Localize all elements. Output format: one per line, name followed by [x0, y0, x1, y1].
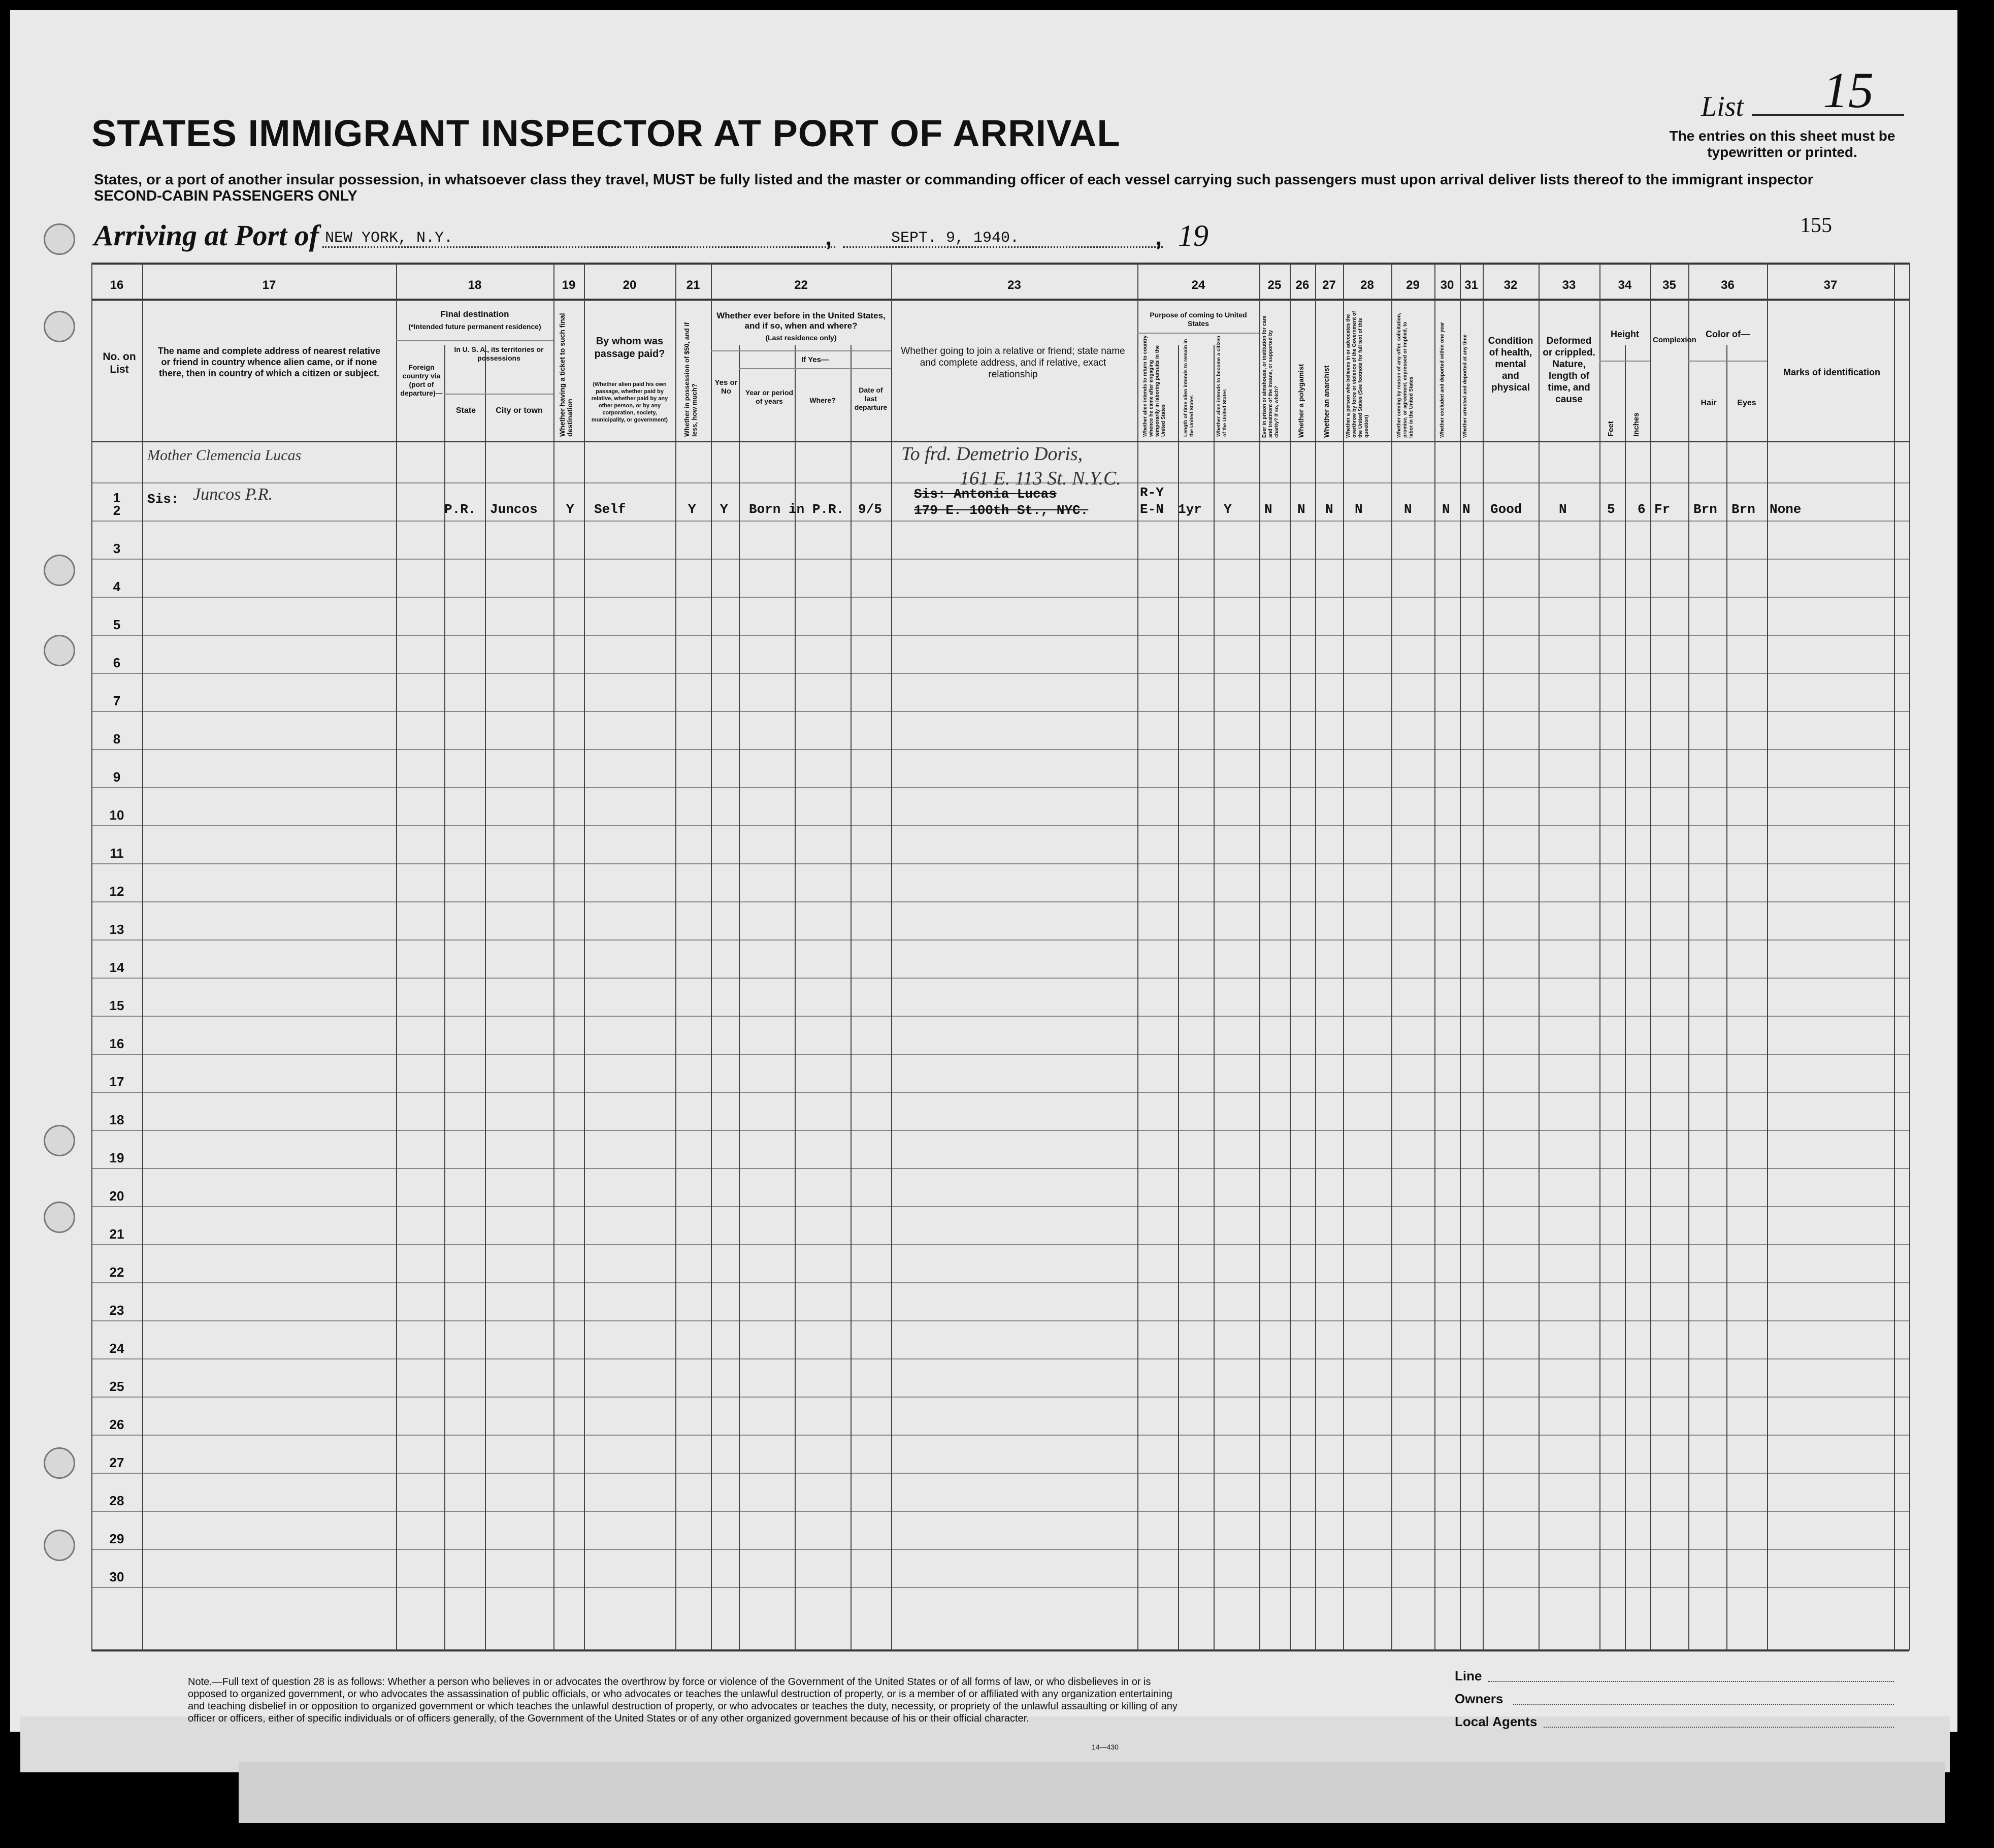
row-number: 27 [109, 1455, 124, 1470]
entry-ticket: Y [566, 502, 574, 517]
column-number: 34 [1618, 278, 1632, 292]
entry-feet: 5 [1607, 502, 1615, 517]
header-prison: Ever in prison or almshouse, or institution for care and treatment of the insane, or supported by charity? If so, which? [1262, 315, 1280, 438]
arrival-date: SEPT. 9, 1940. [891, 230, 1020, 247]
entry-anarchist: N [1325, 502, 1333, 517]
header-city: City or town [496, 406, 543, 415]
row-number: 21 [109, 1226, 124, 1242]
column-number: 30 [1440, 278, 1454, 292]
column-number: 22 [794, 278, 808, 292]
row-number: 30 [109, 1569, 124, 1584]
row-number: 3 [113, 541, 121, 556]
header-eyes: Eyes [1737, 399, 1756, 407]
table-rule [91, 1130, 1909, 1131]
table-rule [91, 1054, 1909, 1055]
column-number: 32 [1503, 278, 1518, 292]
owners-underline [1513, 1704, 1894, 1705]
table-rule [553, 263, 554, 1650]
header-final-destination: Final destination [440, 309, 509, 319]
table-rule [91, 901, 1909, 902]
row-number: 9 [113, 769, 121, 785]
header-purpose-return: Whether alien intends to return to country whence he came after engaging temporarily in laboring pursuits in the United States [1142, 335, 1166, 437]
binder-hole [44, 555, 75, 586]
row-number: 11 [110, 846, 124, 861]
entry-complexion: Fr [1654, 502, 1671, 517]
entries-note: The entries on this sheet must be typewritten or printed. [1669, 128, 1895, 160]
header-height: Height [1611, 329, 1639, 339]
table-rule [1767, 263, 1768, 1650]
row-number: 20 [109, 1188, 124, 1204]
header-polygamist: Whether a polygamist [1297, 364, 1305, 438]
row-number: 26 [109, 1417, 124, 1432]
table-rule [1599, 361, 1650, 362]
entry-polygamist: N [1297, 502, 1305, 517]
table-rule [1259, 263, 1260, 1650]
column-number: 20 [623, 278, 637, 292]
header-final-destination-note: (*Intended future permanent residence) [408, 322, 541, 331]
table-rule [1483, 263, 1484, 1650]
table-rule [91, 1244, 1909, 1245]
header-health: Condition of health, mental and physical [1488, 336, 1533, 393]
table-rule [91, 711, 1909, 712]
agents-underline [1544, 1727, 1894, 1728]
header-in-usa: In U. S. A., its territories or possessions [454, 345, 544, 362]
table-rule [1894, 263, 1895, 1650]
table-rule [1460, 263, 1461, 1650]
table-rule [1688, 263, 1689, 1650]
binder-hole [44, 1125, 75, 1156]
column-number: 27 [1322, 278, 1336, 292]
join-handwritten-line2: 161 E. 113 St. N.Y.C. [960, 468, 1121, 489]
table-rule [91, 787, 1909, 788]
row-number: 29 [109, 1531, 124, 1546]
table-rule [91, 978, 1909, 979]
table-rule [91, 1358, 1909, 1359]
table-rule [91, 1435, 1909, 1436]
column-number: 17 [262, 278, 276, 292]
header-purpose: Purpose of coming to United States [1150, 311, 1247, 328]
table-rule [1391, 263, 1392, 1650]
underlying-sheet-lower [239, 1762, 1945, 1823]
entry-inches: 6 [1638, 502, 1646, 517]
table-rule [91, 1168, 1909, 1169]
join-typed-struck-line1: Sis: Antonia Lucas [914, 487, 1057, 502]
header-marks: Marks of identification [1783, 367, 1881, 377]
binder-hole [44, 1202, 75, 1233]
row-number: 16 [109, 1036, 124, 1051]
column-number: 19 [562, 278, 576, 292]
row-number: 15 [109, 998, 124, 1013]
row-number: 6 [113, 655, 121, 670]
header-deformed: Deformed or crippled. Nature, length of time, and cause [1543, 336, 1595, 405]
entry-hair: Brn [1693, 502, 1717, 517]
column-number: 29 [1406, 278, 1420, 292]
table-rule [485, 345, 486, 1650]
entry-state: P.R. [444, 502, 476, 517]
table-rule [851, 345, 852, 1650]
column-number: 23 [1007, 278, 1021, 292]
row-number: 8 [113, 731, 121, 747]
table-rule [91, 939, 1909, 941]
row-number: 25 [109, 1379, 124, 1394]
table-rule [1650, 263, 1651, 1650]
row-number: 7 [113, 693, 121, 708]
form-number: 14—430 [1092, 1743, 1119, 1751]
header-q28: Whether a person who believes in or advocates the overthrow by force or violence of the Government of the United States (See footnote for full text of this question) [1346, 311, 1369, 438]
header-hair: Hair [1701, 399, 1717, 407]
table-rule [1290, 263, 1291, 1650]
date-underline [843, 246, 1163, 248]
entry-q31: N [1462, 502, 1470, 517]
binder-hole [44, 1447, 75, 1479]
entry-date-last-departure: 9/5 [858, 502, 882, 517]
table-rule [444, 394, 553, 395]
passenger-class: SECOND-CABIN PASSENGERS ONLY [94, 188, 357, 204]
table-rule [1539, 263, 1540, 1650]
column-number: 31 [1464, 278, 1478, 292]
header-citizen: Whether alien intends to become a citizen of the United States [1216, 336, 1228, 437]
header-feet: Feet [1607, 421, 1615, 437]
row-number: 19 [109, 1150, 124, 1165]
header-foreign-country: Foreign country via (port of departure)— [400, 363, 443, 397]
entry-q28: N [1355, 502, 1363, 517]
header-inches: Inches [1632, 412, 1641, 437]
entry-eyes: Brn [1731, 502, 1755, 517]
row-number: 12 [109, 884, 124, 899]
table-rule [584, 263, 585, 1650]
column-number: 16 [110, 278, 124, 292]
entry-prison: N [1264, 502, 1272, 517]
entry-marks: None [1770, 502, 1802, 517]
row-number: 17 [109, 1074, 124, 1089]
entry-passage-paid: Self [594, 502, 626, 517]
header-nearest-relative: The name and complete address of nearest relative or friend in country whence alien came, or if none there, then in country of which a citizen or subject. [157, 346, 381, 378]
entry-possession: Y [688, 502, 696, 517]
table-rule [91, 441, 1909, 442]
port-underline [322, 246, 835, 248]
table-rule [396, 263, 397, 1650]
table-rule [142, 263, 143, 1650]
header-passage-paid: By whom was passage paid? [594, 336, 665, 360]
binder-hole [44, 1530, 75, 1561]
table-rule [91, 1549, 1909, 1550]
line-label: Line [1455, 1668, 1482, 1683]
table-rule [91, 1016, 1909, 1017]
header-ticket: Whether having a ticket to such final destination [558, 313, 574, 437]
arriving-label: Arriving at Port of [94, 219, 319, 252]
header-year-or-period: Year or period of years [745, 388, 794, 405]
table-rule [891, 263, 892, 1650]
row-number: 5 [113, 617, 121, 632]
port-value: NEW YORK, N.Y. [325, 230, 453, 247]
table-rule [1726, 345, 1727, 1650]
column-number: 24 [1191, 278, 1205, 292]
table-rule [396, 340, 553, 341]
header-complexion: Complexion [1653, 336, 1696, 344]
list-label: List [1701, 91, 1744, 122]
row-number: 1 [113, 490, 121, 505]
table-rule [91, 1282, 1909, 1283]
table-rule [1599, 263, 1600, 1650]
table-rule [91, 1473, 1909, 1474]
table-rule [91, 749, 1909, 750]
year-prefix: 19 [1178, 219, 1208, 252]
table-rule [1137, 333, 1259, 334]
table-rule [91, 263, 1909, 265]
relative-handwritten: Mother Clemencia Lucas [147, 447, 302, 464]
table-rule [739, 368, 891, 369]
entry-q30: N [1442, 502, 1450, 517]
table-rule [1214, 345, 1215, 1650]
table-rule [1178, 345, 1179, 1650]
header-join-relative: Whether going to join a relative or friend; state name and complete address, and if relative, exact relationship [901, 346, 1125, 380]
row-number: 13 [109, 922, 124, 937]
table-rule [1909, 263, 1910, 1650]
column-number: 25 [1267, 278, 1282, 292]
header-q30: Whether excluded and deported within one year [1440, 322, 1445, 438]
table-rule [1137, 263, 1138, 1650]
binder-hole [44, 223, 75, 255]
column-number: 33 [1562, 278, 1576, 292]
header-state: State [455, 406, 476, 415]
header-yes-or-no: Yes or No [714, 378, 738, 396]
binder-hole [44, 311, 75, 342]
table-rule [739, 345, 740, 1650]
entry-length-of-stay: 1yr [1178, 502, 1202, 517]
table-rule [91, 521, 1909, 522]
table-rule [91, 673, 1909, 674]
table-rule [91, 1320, 1909, 1321]
entry-where: Born in P.R. [749, 502, 844, 517]
entry-health: Good [1490, 502, 1522, 517]
table-rule [91, 1092, 1909, 1093]
page-title: STATES IMMIGRANT INSPECTOR AT PORT OF ARRIVAL [91, 112, 1121, 154]
table-rule [91, 597, 1909, 598]
table-rule [91, 1206, 1909, 1207]
table-rule [91, 863, 1909, 864]
header-ever-before: Whether ever before in the United States, and if so, when and where? [716, 311, 886, 331]
entry-citizen: Y [1224, 502, 1232, 517]
comma: , [825, 224, 832, 251]
table-rule [711, 263, 712, 1650]
entry-deformed: N [1559, 502, 1567, 517]
row-number: 24 [109, 1341, 124, 1356]
column-number: 36 [1721, 278, 1735, 292]
header-date-last-departure: Date of last departure [854, 386, 888, 411]
header-ever-before-note: (Last residence only) [765, 334, 837, 342]
table-rule [1315, 263, 1316, 1650]
header-possession: Whether in possession of $50, and if less, how much? [683, 322, 698, 437]
relative-typed: Sis: [147, 492, 179, 507]
table-rule [1343, 263, 1344, 1650]
table-rule [1625, 345, 1626, 1650]
header-q31: Whether arrested and deported at any time [1462, 334, 1468, 438]
row-number: 2 [113, 503, 121, 518]
column-number: 35 [1662, 278, 1676, 292]
header-passage-paid-note: (Whether alien paid his own passage, whether paid by relative, whether paid by any other person, or by any corporation, society, municipality, or government) [591, 381, 668, 423]
row-number: 22 [109, 1265, 124, 1280]
header-no-on-list: No. on List [103, 351, 136, 375]
header-q29: Whether coming by reason of any offer, solicitation, promise, or agreement, expressed or implied, to labor in the United States [1396, 312, 1414, 438]
owners-label: Owners [1455, 1691, 1503, 1706]
table-rule [1688, 361, 1767, 362]
header-if-yes: If Yes— [801, 355, 829, 364]
table-rule [91, 263, 92, 1650]
entry-q29: N [1404, 502, 1412, 517]
column-number: 21 [686, 278, 700, 292]
table-rule [91, 299, 1909, 301]
row-number: 4 [113, 579, 121, 594]
column-number: 18 [468, 278, 482, 292]
entry-purpose-return-2: E-N [1140, 502, 1164, 517]
table-rule [711, 350, 891, 351]
header-anarchist: Whether an anarchist [1322, 365, 1330, 438]
table-rule [91, 1397, 1909, 1398]
row-number: 10 [109, 807, 124, 823]
table-rule [91, 1511, 1909, 1512]
table-rule [795, 345, 796, 1650]
table-rule [91, 635, 1909, 636]
list-number: 15 [1823, 62, 1874, 118]
header-color-of: Color of— [1706, 329, 1750, 339]
entry-purpose-return-1: R-Y [1140, 485, 1164, 500]
entry-ever-before: Y [720, 502, 728, 517]
column-number: 26 [1295, 278, 1310, 292]
table-rule [91, 1649, 1909, 1651]
join-typed-struck-line2: 179 E. 100th St., NYC. [914, 503, 1089, 518]
column-number: 28 [1360, 278, 1374, 292]
join-handwritten-line1: To frd. Demetrio Doris, [901, 443, 1083, 465]
header-where: Where? [809, 396, 836, 404]
table-rule [675, 263, 676, 1650]
page-number: 155 [1800, 214, 1832, 237]
column-number: 37 [1823, 278, 1838, 292]
instructions-line: States, or a port of another insular possession, in whatsoever class they travel, MUST be fully listed and the master or commanding officer of each vessel carrying such passengers must upon arrival deliver lists thereof to the immigrant inspector [94, 172, 1813, 188]
line-underline [1488, 1681, 1894, 1682]
table-rule [91, 825, 1909, 826]
table-rule [444, 345, 445, 1650]
entry-city: Juncos [490, 502, 538, 517]
table-rule [91, 1587, 1909, 1588]
table-rule [91, 559, 1909, 560]
row-number: 18 [109, 1112, 124, 1127]
table-rule [1434, 263, 1435, 1650]
footnote-q28: Note.—Full text of question 28 is as follows: Whether a person who believes in or advocates the overthrow by force or violence of the Government of the United States or of all forms of law, or who disbelieves in or is opposed to organized government, or who advocates the assassination of public officials, or who advocates or teaches the unlawful destruction of property, or is a member of or affiliated with any organization entertaining and teaching disbelief in or opposition to organized government or which teaches the unlawful destruction of property, or who advocates or teaches the duty, necessity, or propriety of the unlawful assaulting or killing of any officer or officers, either of specific individuals or of officers generally, of the Government of the United States or of any other organized government because of his or their official character. [188, 1676, 1178, 1724]
row-number: 23 [109, 1303, 124, 1318]
binder-hole [44, 635, 75, 666]
row-number: 14 [109, 960, 124, 975]
header-length-of-stay: Length of time alien intends to remain in the United States [1183, 339, 1195, 437]
row-number: 28 [109, 1493, 124, 1508]
relative-place-handwritten: Juncos P.R. [193, 485, 273, 504]
local-agents-label: Local Agents [1455, 1714, 1538, 1729]
comma: , [1155, 224, 1162, 251]
